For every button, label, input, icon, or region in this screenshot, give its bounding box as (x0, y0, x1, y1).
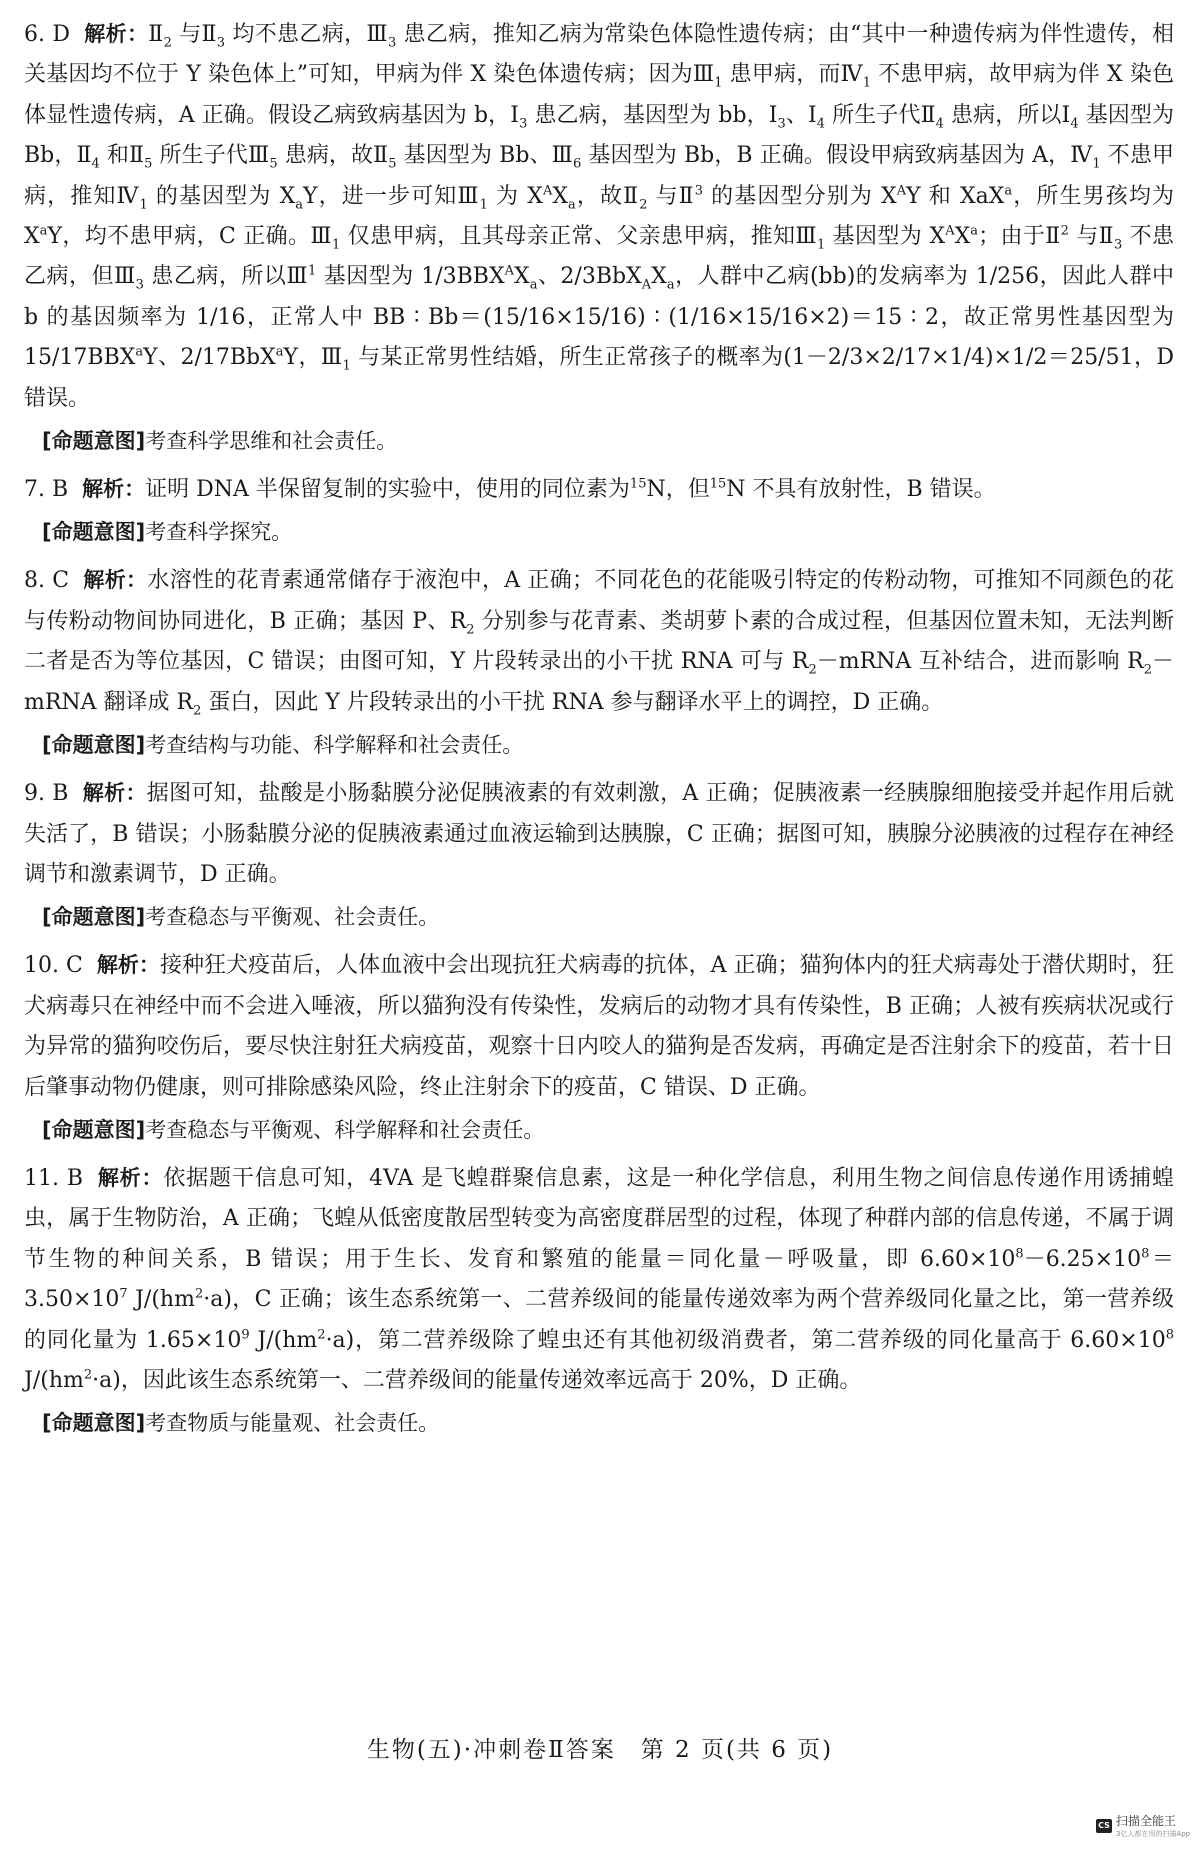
analysis-text: 所生子代Ⅱ (825, 102, 936, 128)
answer-item (24, 469, 1174, 510)
analysis-text: 的基因型分别为 X (703, 183, 897, 209)
superscript: 1 (308, 264, 317, 280)
intent-line (42, 512, 1174, 552)
analysis-text: 蛋白，因此 Y 片段转录出的小干扰 RNA 参与翻译水平上的调控，D 正确。 (201, 689, 944, 715)
analysis-text: J/(hm (249, 1327, 318, 1353)
analysis-text: 基因型为 Bb，B 正确。假设甲病致病基因为 A，Ⅳ (581, 143, 1093, 169)
intent-line (42, 897, 1174, 937)
analysis-text: X (988, 183, 1005, 209)
intent-label: [命题意图] (42, 1117, 146, 1142)
analysis-text: Y，进一步可知Ⅲ (303, 183, 480, 209)
analysis-text: X (954, 224, 971, 250)
analysis-text: J/(hm (24, 1367, 84, 1393)
subscript: 5 (144, 156, 153, 172)
subscript: 5 (388, 156, 397, 172)
analysis-text: J/(hm (127, 1287, 195, 1313)
answer-number: 10. C (24, 953, 83, 979)
intent-text: 考查稳态与平衡观、社会责任。 (145, 905, 440, 930)
intent-text: 考查物质与能量观、社会责任。 (145, 1411, 440, 1436)
analysis-text: Ⅱ (148, 22, 164, 47)
scanner-watermark (1096, 1812, 1190, 1839)
analysis-text: ·a)，因此该生态系统第一、二营养级间的能量传递效率远高于 20%，D 正确。 (92, 1367, 862, 1393)
analysis-label: 解析： (83, 22, 149, 46)
analysis-text: 患甲病，而Ⅳ (722, 62, 863, 88)
analysis-text: X (651, 264, 667, 290)
intent-label: [命题意图] (42, 520, 146, 545)
superscript: a (39, 223, 48, 239)
analysis-text: N，但 (646, 477, 710, 503)
subscript: 6 (573, 156, 582, 172)
subscript: 3 (519, 116, 528, 132)
subscript: 1 (1092, 156, 1101, 172)
subscript: 2 (808, 662, 817, 678)
subscript: a (568, 197, 576, 213)
superscript: A (945, 223, 955, 239)
subscript: 3 (387, 35, 397, 51)
intent-line (42, 421, 1174, 461)
analysis-text: ；由于Ⅱ (978, 224, 1061, 250)
analysis-text: 和Ⅱ (99, 143, 145, 169)
watermark-subtitle: 3亿人都在用的扫描App (1116, 1830, 1191, 1838)
answer-item (24, 945, 1174, 1108)
subscript: A (641, 277, 652, 293)
analysis-label: 解析： (96, 953, 160, 978)
analysis-text: ·a)，第二营养级除了蝗虫还有其他初级消费者，第二营养级的同化量高于 6.60×10 (325, 1327, 1166, 1353)
superscript: 9 (241, 1327, 250, 1343)
subscript: 3 (216, 35, 226, 51)
intent-text: 考查科学探究。 (145, 520, 293, 545)
analysis-text: 据图可知，盐酸是小肠黏膜分泌促胰液素的有效刺激，A 正确；促胰液素一经胰腺细胞接受并起作用后就失活了，B 错误；小肠黏膜分泌的促胰液素通过血液运输到达胰腺，C 正确；据图可知，胰腺分泌胰液的过程存在神经调节和激素调节，D 正确。 (24, 781, 1175, 887)
subscript: 1 (862, 75, 871, 91)
analysis-text: 患病，故Ⅱ (277, 143, 389, 169)
analysis-text: 水溶性的花青素通常储存于液泡中，A 正确；不同花色的花能吸引特定的传粉动物，可推知不同颜色的花与传粉动物间协同进化，B 正确；基因 P、R (24, 568, 1174, 634)
analysis-text: ，人群中乙病(bb)的发病率为 1/256，因此人群中 b 的基因频率为 1/16，正常人中 BB ∶ Bb＝(15/16×15/16) ∶ (1/16×15/16×2)＝15 ∶ 2，故正常男性基因型为 15/17BBX (24, 264, 1175, 371)
answer-number: 9. B (24, 781, 69, 807)
analysis-text: 与某正常男性结婚，所生正常孩子的概率为(1－2/3×2/17×1/4)×1/2＝25/51，D 错误。 (24, 345, 1174, 411)
analysis-text: 基因型为 1/3BBX (316, 264, 505, 290)
subscript: a (529, 277, 538, 293)
analysis-text: ，所生男孩均为 X (24, 183, 1174, 250)
analysis-text: 基因型为 Bb，Ⅱ (24, 102, 1174, 169)
analysis-text: ＝3.50×10 (24, 1246, 1174, 1313)
intent-label: [命题意图] (42, 733, 146, 758)
subscript: 1 (342, 358, 351, 374)
analysis-text: ·a)，C 正确；该生态系统第一、二营养级间的能量传递效率为两个营养级同化量之比，第一营养级的同化量为 1.65×10 (24, 1287, 1174, 1353)
page-footer: 生物(五)·冲刺卷Ⅱ答案 第 2 页(共 6 页) (366, 1737, 834, 1763)
analysis-text: 不患甲病，故甲病为伴 X 染色体显性遗传病，A 正确。假设乙病致病基因为 b，Ⅰ (24, 62, 1174, 128)
analysis-text: 所生子代Ⅲ (152, 143, 270, 169)
superscript: A (542, 183, 553, 199)
superscript: a (970, 223, 979, 239)
superscript: 2 (194, 1286, 204, 1302)
subscript: 1 (479, 197, 488, 213)
answer-number: 8. C (24, 568, 70, 594)
subscript: 4 (816, 116, 826, 132)
analysis-text: 分别参与花青素、类胡萝卜素的合成过程，但基因位置未知，无法判断二者是否为等位基因，C 错误；由图可知，Y 片段转录出的小干扰 RNA 可与 R (24, 608, 1174, 675)
analysis-text: 患乙病，推知乙病为常染色体隐性遗传病；由“其中一种遗传病为伴性遗传，相关基因均不位于 Y 染色体上”可知，甲病为伴 X 染色体遗传病；因为Ⅲ (24, 22, 1175, 88)
analysis-text: X (552, 183, 569, 209)
superscript: 15 (709, 476, 727, 492)
superscript: 8 (1165, 1327, 1175, 1343)
subscript: 3 (777, 116, 786, 132)
analysis-label: 解析： (82, 477, 146, 502)
subscript: 1 (714, 75, 723, 91)
analysis-text: 均不患乙病，Ⅲ (225, 22, 388, 47)
superscript: 8 (1015, 1246, 1024, 1262)
superscript: 2 (1060, 223, 1069, 239)
intent-line (42, 725, 1174, 765)
answer-number: 11. B (24, 1165, 83, 1191)
answer-item (24, 14, 1174, 419)
subscript: 3 (135, 277, 144, 293)
subscript: 1 (816, 237, 826, 253)
intent-text: 考查科学思维和社会责任。 (145, 429, 398, 454)
analysis-text: 与Ⅱ (1068, 224, 1114, 250)
watermark-name: 扫描全能王 (1116, 1814, 1177, 1828)
analysis-text: 患乙病，所以Ⅲ (143, 264, 309, 290)
analysis-text: Y，Ⅲ (283, 345, 343, 371)
subscript: 2 (639, 197, 648, 213)
analysis-label: 解析： (82, 781, 147, 806)
analysis-text: 为 X (487, 183, 543, 209)
analysis-text: －mRNA 翻译成 R (24, 649, 1175, 715)
analysis-text: 仅患甲病，且其母亲正常、父亲患甲病，推知Ⅲ (340, 224, 817, 250)
intent-text: 考查稳态与平衡观、科学解释和社会责任。 (145, 1117, 545, 1142)
subscript: 5 (269, 156, 278, 172)
analysis-text: 证明 DNA 半保留复制的实验中，使用的同位素为 (145, 477, 630, 503)
analysis-text: Y、2/17BbX (143, 345, 276, 371)
analysis-label: 解析： (97, 1165, 164, 1190)
superscript: 3 (694, 183, 704, 199)
subscript: 3 (1113, 237, 1123, 253)
intent-text: 考查结构与功能、科学解释和社会责任。 (145, 733, 524, 758)
analysis-text: 接种狂犬疫苗后，人体血液中会出现抗狂犬病毒的抗体，A 正确；猫狗体内的狂犬病毒处于潜伏期时，狂犬病毒只在神经中而不会进入唾液，所以猫狗没有传染性，发病后的动物才具有传染性，B 正确；人被有疾病状况或行为异常的猫狗咬伤后，要尽快注射狂犬病疫苗，观察十日内咬人的猫狗是否发病，再确定是否注射余下的疫苗，若十日后肇事动物仍健康，则可排除感染风险，终止注射余下的疫苗，C 错误、D 正确。 (24, 953, 1174, 1100)
intent-line (42, 1403, 1174, 1443)
analysis-label: 解析： (83, 568, 148, 593)
superscript: a (275, 344, 284, 360)
analysis-text: a (975, 183, 989, 209)
analysis-text: 患乙病，基因型为 bb，Ⅰ (527, 102, 778, 128)
superscript: 2 (317, 1327, 326, 1343)
analysis-text: 基因型为 X (825, 224, 946, 250)
analysis-text: N 不具有放射性，B 错误。 (726, 477, 996, 503)
analysis-text: 基因型为 Bb、Ⅲ (396, 143, 573, 169)
subscript: a (295, 197, 304, 213)
answer-item (24, 773, 1174, 895)
answer-page (24, 14, 1174, 1451)
subscript: 4 (1070, 116, 1079, 132)
analysis-text: ，故Ⅱ (575, 183, 640, 209)
analysis-text: 与Ⅱ (647, 183, 695, 209)
subscript: a (666, 277, 675, 293)
superscript: A (896, 183, 907, 199)
analysis-text: X (514, 264, 530, 290)
subscript: 1 (332, 237, 341, 253)
superscript: 8 (1141, 1246, 1150, 1262)
subscript: 2 (466, 622, 475, 638)
subscript: 2 (1143, 662, 1152, 678)
superscript: 15 (629, 476, 647, 492)
intent-line (42, 1110, 1174, 1150)
intent-label: [命题意图] (42, 1411, 146, 1436)
answer-number: 6. D (24, 22, 70, 47)
analysis-text: Y，均不患甲病，C 正确。Ⅲ (47, 224, 333, 250)
subscript: 4 (91, 156, 100, 172)
analysis-text: 、2/3BbX (537, 264, 642, 290)
scanner-logo-icon: CS (1096, 1819, 1112, 1833)
superscript: a (1004, 183, 1013, 199)
intent-label: [命题意图] (42, 905, 146, 930)
subscript: 1 (139, 197, 148, 213)
answer-item (24, 560, 1174, 723)
analysis-text: 不患乙病，但Ⅲ (24, 224, 1174, 290)
intent-label: [命题意图] (42, 429, 146, 454)
analysis-text: Y 和 X (906, 183, 976, 209)
superscript: 2 (83, 1367, 93, 1383)
analysis-text: 患病，所以Ⅰ (943, 102, 1071, 128)
analysis-text: 与Ⅱ (171, 22, 217, 47)
answer-number: 7. B (24, 477, 69, 503)
analysis-text: 不患甲病，推知Ⅳ (24, 143, 1175, 209)
analysis-text: －6.25×10 (1023, 1246, 1142, 1272)
superscript: A (504, 264, 515, 280)
analysis-text: 、Ⅰ (785, 102, 817, 128)
analysis-text: －mRNA 互补结合，进而影响 R (816, 649, 1144, 675)
analysis-text: 依据题干信息可知，4VA 是飞蝗群聚信息素，这是一种化学信息，利用生物之间信息传递作用诱捕蝗虫，属于生物防治，A 正确；飞蝗从低密度散居型转变为高密度群居型的过程，体现了种群内部的信息传递，不属于调节生物的种间关系，B 错误；用于生长、发育和繁殖的能量＝同化量－呼吸量，即 6.60×10 (24, 1165, 1175, 1272)
subscript: 4 (935, 116, 944, 132)
subscript: 2 (163, 35, 172, 51)
subscript: 2 (193, 703, 202, 719)
superscript: a (135, 344, 144, 360)
answer-item (24, 1158, 1174, 1401)
analysis-text: 的基因型为 X (147, 183, 296, 209)
superscript: 7 (119, 1286, 128, 1302)
